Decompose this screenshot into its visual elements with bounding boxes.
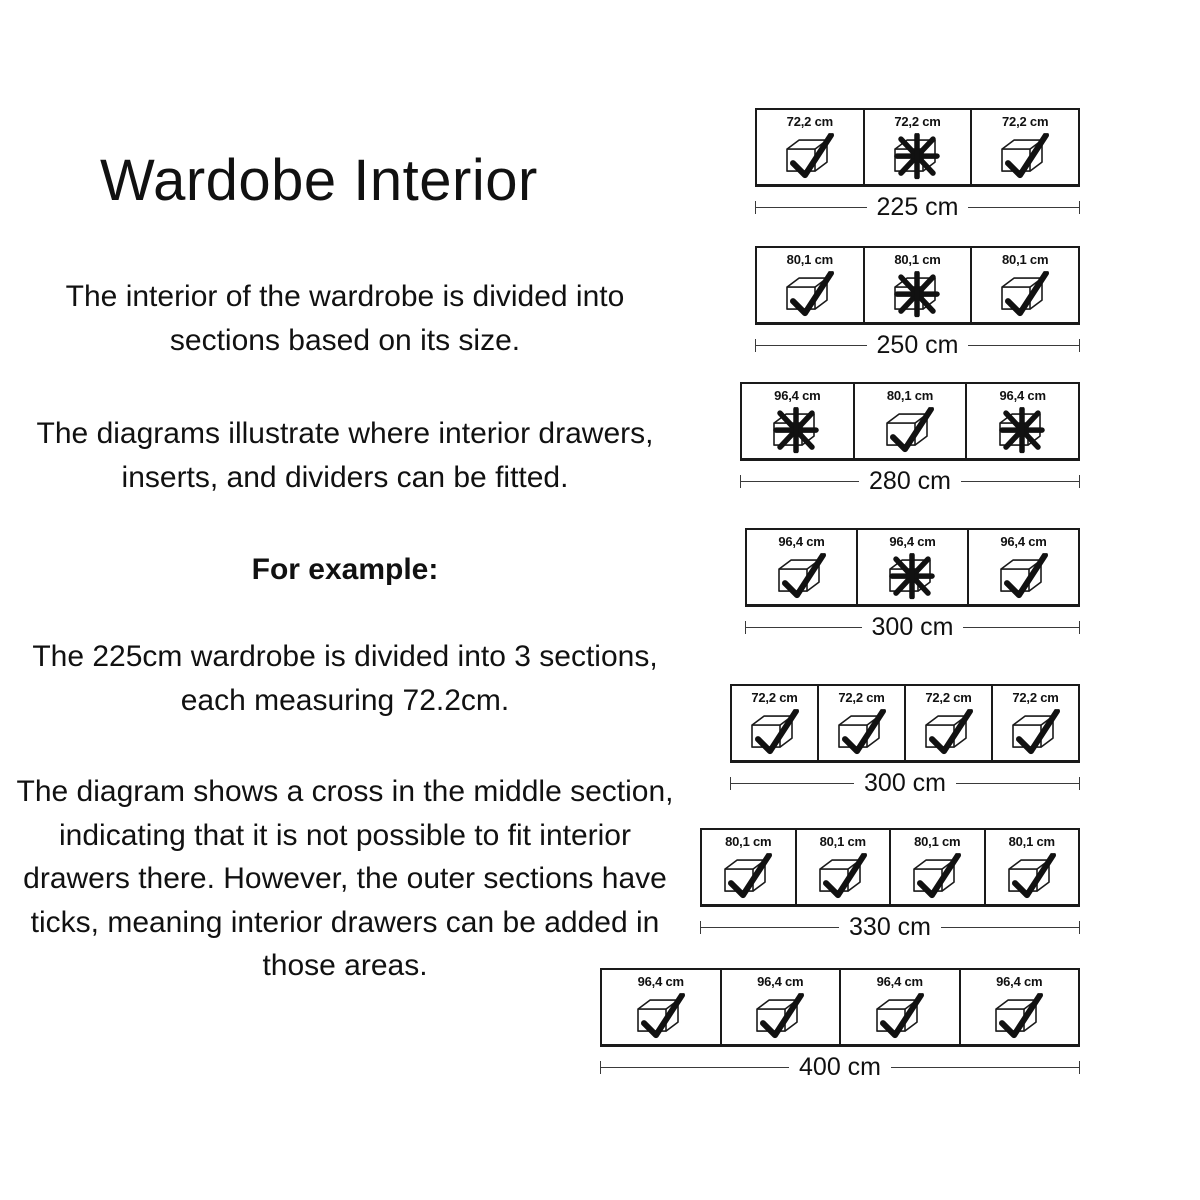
- wardrobe-sections-row: [755, 246, 1080, 324]
- drawer-allowed-glyph: [702, 849, 795, 904]
- wardrobe-section: [865, 110, 973, 184]
- wardrobe-diagram: [755, 246, 1080, 365]
- tick-icon: [998, 271, 1052, 317]
- wardrobe-section: [757, 248, 865, 322]
- section-width-label: 96,4 cm: [889, 534, 936, 549]
- overall-width-label: 300 cm: [854, 769, 956, 798]
- drawer-allowed-glyph: [757, 267, 863, 322]
- wardrobe-section: [722, 970, 842, 1044]
- tick-icon: [873, 993, 927, 1039]
- drawer-allowed-glyph: [961, 989, 1079, 1044]
- drawer-not-allowed-glyph: [967, 403, 1078, 458]
- section-width-label: 80,1 cm: [1008, 834, 1055, 849]
- section-width-label: 96,4 cm: [996, 974, 1043, 989]
- wardrobe-base-line: [755, 184, 1080, 187]
- dimension-tick-right: [1079, 339, 1080, 352]
- section-width-label: 96,4 cm: [637, 974, 684, 989]
- tick-icon: [922, 709, 976, 755]
- overall-width-label: 225 cm: [867, 193, 969, 222]
- tick-icon: [910, 853, 964, 899]
- wardrobe-sections-row: [745, 528, 1080, 606]
- dimension-tick-left: [745, 621, 746, 634]
- dimension-tick-right: [1079, 621, 1080, 634]
- wardrobe-section: [602, 970, 722, 1044]
- section-width-label: 96,4 cm: [1000, 534, 1047, 549]
- wardrobe-section: [841, 970, 961, 1044]
- wardrobe-section: [972, 248, 1078, 322]
- overall-width-dimension: [755, 193, 1080, 227]
- wardrobe-section: [747, 530, 858, 604]
- wardrobe-section: [961, 970, 1079, 1044]
- section-width-label: 80,1 cm: [914, 834, 961, 849]
- wardrobe-sections-row: [730, 684, 1080, 762]
- section-width-label: 80,1 cm: [725, 834, 772, 849]
- wardrobe-section: [702, 830, 797, 904]
- wardrobe-diagram: [740, 382, 1080, 501]
- overall-width-label: 400 cm: [789, 1053, 891, 1082]
- wardrobe-section: [757, 110, 865, 184]
- section-width-label: 96,4 cm: [778, 534, 825, 549]
- wardrobe-sections-row: [600, 968, 1080, 1046]
- wardrobe-section: [906, 686, 993, 760]
- wardrobe-section: [855, 384, 968, 458]
- section-width-label: 80,1 cm: [819, 834, 866, 849]
- tick-icon: [992, 993, 1046, 1039]
- dimension-tick-left: [700, 921, 701, 934]
- overall-width-label: 300 cm: [862, 613, 964, 642]
- cross-icon: [770, 407, 824, 453]
- overall-width-dimension: [600, 1053, 1080, 1087]
- dimension-tick-left: [740, 475, 741, 488]
- wardrobe-diagram: [700, 828, 1080, 947]
- drawer-allowed-glyph: [972, 129, 1078, 184]
- tick-icon: [997, 553, 1051, 599]
- overall-width-dimension: [740, 467, 1080, 501]
- tick-icon: [753, 993, 807, 1039]
- tick-icon: [835, 709, 889, 755]
- diagram-explanation-paragraph: The diagrams illustrate where interior drawers, inserts, and dividers can be fitted.: [36, 417, 654, 494]
- example-paragraph: The 225cm wardrobe is divided into 3 sections, each measuring 72.2cm.: [32, 640, 658, 717]
- tick-icon: [998, 133, 1052, 179]
- wardrobe-diagram: [755, 108, 1080, 227]
- dimension-tick-right: [1079, 1061, 1080, 1074]
- wardrobe-base-line: [730, 760, 1080, 763]
- dimension-tick-left: [730, 777, 731, 790]
- drawer-allowed-glyph: [722, 989, 840, 1044]
- drawer-allowed-glyph: [757, 129, 863, 184]
- section-width-label: 96,4 cm: [876, 974, 923, 989]
- section-width-label: 72,2 cm: [751, 690, 798, 705]
- drawer-not-allowed-glyph: [742, 403, 853, 458]
- wardrobe-diagram: [600, 968, 1080, 1087]
- dimension-tick-right: [1079, 777, 1080, 790]
- wardrobe-section: [967, 384, 1078, 458]
- overall-width-dimension: [755, 331, 1080, 365]
- section-width-label: 80,1 cm: [786, 252, 833, 267]
- drawer-allowed-glyph: [819, 705, 904, 760]
- drawer-allowed-glyph: [841, 989, 959, 1044]
- dimension-tick-right: [1079, 921, 1080, 934]
- wardrobe-sections-row: [740, 382, 1080, 460]
- wardrobe-section: [797, 830, 892, 904]
- tick-icon: [783, 271, 837, 317]
- diagram-column: [580, 0, 1200, 1200]
- overall-width-dimension: [700, 913, 1080, 947]
- wardrobe-base-line: [745, 604, 1080, 607]
- overall-width-dimension: [730, 769, 1080, 803]
- section-width-label: 72,2 cm: [894, 114, 941, 129]
- section-width-label: 96,4 cm: [774, 388, 821, 403]
- tick-icon: [783, 133, 837, 179]
- wardrobe-section: [742, 384, 855, 458]
- drawer-allowed-glyph: [969, 549, 1078, 604]
- drawer-allowed-glyph: [747, 549, 856, 604]
- cross-icon: [886, 553, 940, 599]
- drawer-not-allowed-glyph: [865, 129, 971, 184]
- wardrobe-section: [969, 530, 1078, 604]
- dimension-tick-left: [755, 201, 756, 214]
- wardrobe-section: [891, 830, 986, 904]
- example-heading: For example:: [251, 553, 439, 586]
- tick-icon: [634, 993, 688, 1039]
- section-width-label: 96,4 cm: [999, 388, 1046, 403]
- section-width-label: 72,2 cm: [838, 690, 885, 705]
- drawer-not-allowed-glyph: [858, 549, 967, 604]
- dimension-tick-left: [600, 1061, 601, 1074]
- drawer-allowed-glyph: [972, 267, 1078, 322]
- wardrobe-base-line: [755, 322, 1080, 325]
- section-width-label: 80,1 cm: [886, 388, 934, 403]
- drawer-allowed-glyph: [855, 403, 966, 458]
- drawer-allowed-glyph: [993, 705, 1078, 760]
- overall-width-label: 330 cm: [839, 913, 941, 942]
- tick-icon: [748, 709, 802, 755]
- section-width-label: 72,2 cm: [1002, 114, 1049, 129]
- tick-icon: [1009, 709, 1063, 755]
- dimension-tick-right: [1079, 201, 1080, 214]
- wardrobe-section: [819, 686, 906, 760]
- wardrobe-diagram: [730, 684, 1080, 803]
- overall-width-dimension: [745, 613, 1080, 647]
- drawer-allowed-glyph: [602, 989, 720, 1044]
- wardrobe-section: [858, 530, 969, 604]
- wardrobe-diagram: [745, 528, 1080, 647]
- wardrobe-base-line: [700, 904, 1080, 907]
- section-width-label: 72,2 cm: [925, 690, 972, 705]
- wardrobe-sections-row: [700, 828, 1080, 906]
- drawer-allowed-glyph: [906, 705, 991, 760]
- section-width-label: 72,2 cm: [1012, 690, 1059, 705]
- cross-icon: [996, 407, 1050, 453]
- dimension-tick-left: [755, 339, 756, 352]
- section-width-label: 80,1 cm: [894, 252, 941, 267]
- drawer-allowed-glyph: [797, 849, 890, 904]
- drawer-allowed-glyph: [891, 849, 984, 904]
- tick-icon: [1005, 853, 1059, 899]
- wardrobe-sections-row: [755, 108, 1080, 186]
- wardrobe-base-line: [600, 1044, 1080, 1047]
- wardrobe-section: [732, 686, 819, 760]
- drawer-not-allowed-glyph: [865, 267, 971, 322]
- drawer-allowed-glyph: [732, 705, 817, 760]
- section-width-label: 80,1 cm: [1002, 252, 1049, 267]
- cross-icon: [891, 133, 945, 179]
- cross-tick-paragraph: The diagram shows a cross in the middle section, indicating that it is not possible to fit interior drawers there. However, the outer sections have ticks, meaning interior drawers can be added in those areas.: [16, 775, 674, 982]
- overall-width-label: 250 cm: [867, 331, 969, 360]
- section-width-label: 72,2 cm: [786, 114, 833, 129]
- tick-icon: [816, 853, 870, 899]
- wardrobe-base-line: [740, 458, 1080, 461]
- tick-icon: [721, 853, 775, 899]
- overall-width-label: 280 cm: [859, 467, 961, 496]
- wardrobe-section: [993, 686, 1078, 760]
- section-width-label: 96,4 cm: [757, 974, 804, 989]
- dimension-tick-right: [1079, 475, 1080, 488]
- wardrobe-section: [865, 248, 973, 322]
- tick-icon: [883, 407, 937, 453]
- drawer-allowed-glyph: [986, 849, 1079, 904]
- page-title: Wardobe Interior: [100, 147, 538, 213]
- wardrobe-section: [972, 110, 1078, 184]
- wardrobe-section: [986, 830, 1079, 904]
- cross-icon: [891, 271, 945, 317]
- tick-icon: [775, 553, 829, 599]
- intro-paragraph: The interior of the wardrobe is divided into sections based on its size.: [65, 280, 625, 357]
